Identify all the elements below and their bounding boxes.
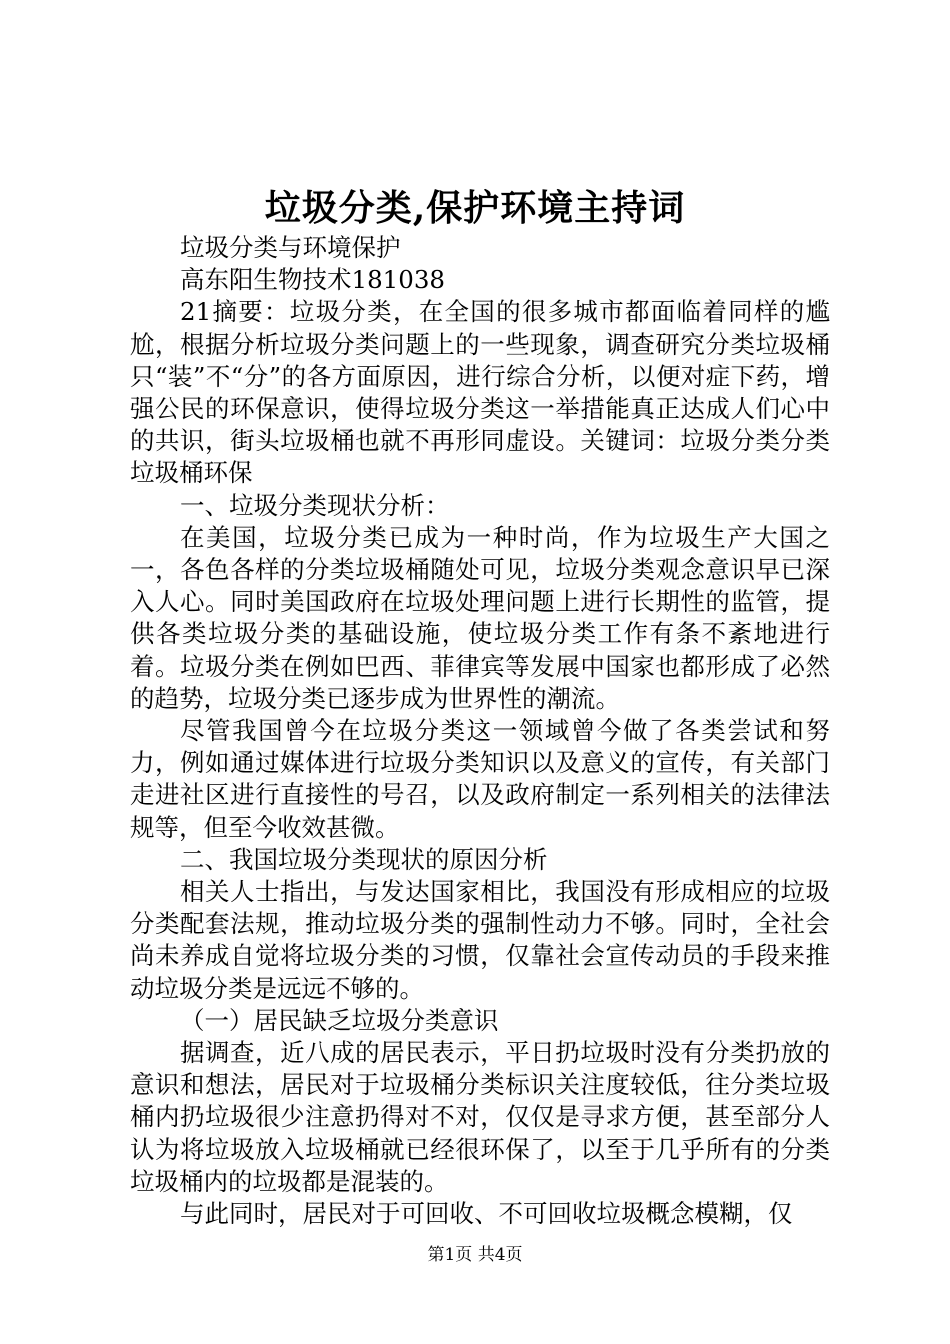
paragraph: 相关人士指出，与发达国家相比，我国没有形成相应的垃圾分类配套法规，推动垃圾分类的强制性动力不够。同时，全社会尚未养成自觉将垃圾分类的习惯，仅靠社会宣传动员的手段来推动垃圾分类是远远不够的。: [130, 877, 830, 1003]
section-heading-1: 一、垃圾分类现状分析：: [180, 490, 450, 520]
subsection-heading-1: （一）居民缺乏垃圾分类意识: [180, 1005, 499, 1035]
paragraph-subtitle: 垃圾分类与环境保护: [180, 233, 401, 262]
page-footer: 第1页 共4页: [427, 1245, 523, 1265]
paragraph: 尽管我国曾今在垃圾分类这一领域曾今做了各类尝试和努力，例如通过媒体进行垃圾分类知识以及意义的宣传，有关部门走进社区进行直接性的号召，以及政府制定一系列相关的法律法规等，但至今收效甚微。: [130, 716, 830, 842]
paragraph: 据调查，近八成的居民表示，平日扔垃圾时没有分类扔放的意识和想法，居民对于垃圾桶分类标识关注度较低，往分类垃圾桶内扔垃圾很少注意扔得对不对，仅仅是寻求方便，甚至部分人认为将垃圾放入垃圾桶就已经很环保了，以至于几乎所有的分类垃圾桶内的垃圾都是混装的。: [130, 1038, 830, 1196]
section-heading-2: 二、我国垃圾分类现状的原因分析: [180, 844, 548, 874]
document-body: [130, 232, 830, 1230]
paragraph: 在美国，垃圾分类已成为一种时尚，作为垃圾生产大国之一，各色各样的分类垃圾桶随处可见，垃圾分类观念意识早已深入人心。同时美国政府在垃圾处理问题上进行长期性的监管，提供各类垃圾分类的基础设施，使垃圾分类工作有条不紊地进行着。垃圾分类在例如巴西、菲律宾等发展中国家也都形成了必然的趋势，垃圾分类已逐步成为世界性的潮流。: [130, 522, 830, 713]
paragraph-abstract: 21摘要：垃圾分类，在全国的很多城市都面临着同样的尴尬，根据分析垃圾分类问题上的一些现象，调查研究分类垃圾桶只“装”不“分”的各方面原因，进行综合分析，以便对症下药，增强公民的环保意识，使得垃圾分类这一举措能真正达成人们心中的共识，街头垃圾桶也就不再形同虚设。关键词：垃圾分类分类垃圾桶环保: [130, 297, 830, 488]
paragraph-author: 高东阳生物技术181038: [180, 265, 446, 295]
paragraph: 与此同时，居民对于可回收、不可回收垃圾概念模糊，仅: [180, 1199, 793, 1229]
document-title: 垃圾分类,保护环境主持词: [264, 187, 686, 229]
